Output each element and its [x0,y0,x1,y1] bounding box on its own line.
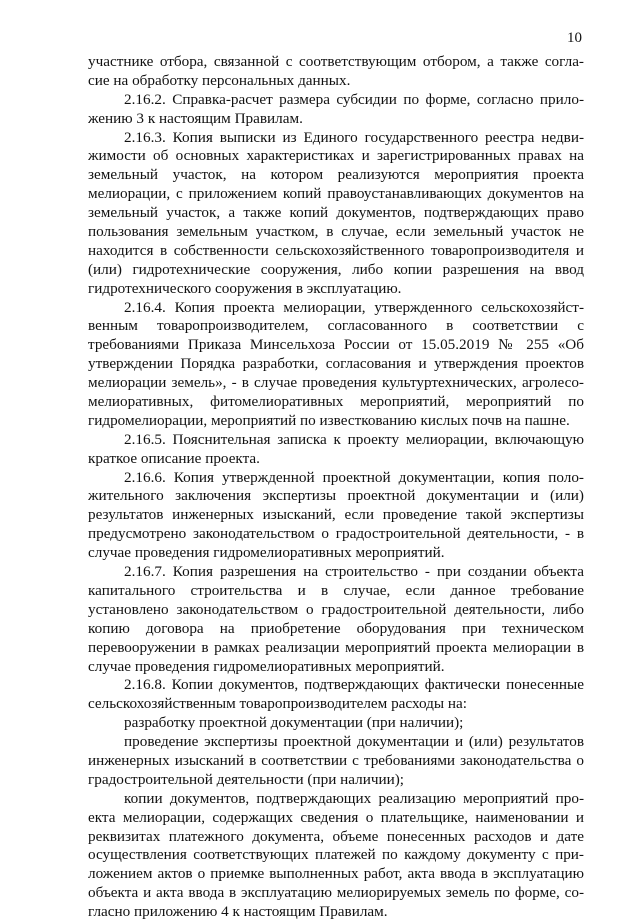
text-line: сие на обработку персональных данных. [88,71,351,89]
text-line: предусмотрено законодательством о градостроительной деятельности, - в [88,525,584,543]
text-line: установлено законодательством о градостроительной деятельности, либо [88,600,584,618]
text-line: пользования земельным участком, в случае, если земельный участок не [88,223,584,241]
text-line: гидромелиорации, мероприятий по известкованию кислых почв на пашне. [88,411,570,429]
text-line: жению 3 к настоящим Правилам. [88,109,303,127]
text-line: требованиями Приказа Минсельхоза России от 15.05.2019 № 255 «Об [88,336,584,354]
text-line: (или) гидротехнические сооружения, либо копии разрешения на ввод [88,260,584,278]
text-line: 2.16.8. Копии документов, подтверждающих фактически понесенные [124,676,584,694]
document-body [88,53,584,922]
text-line: жительного заключения экспертизы проектной документации и (или) [88,487,584,505]
text-line: екта мелиорации, содержащих сведения о плательщике, наименовании и [88,808,584,826]
text-line: краткое описание проекта. [88,449,260,467]
text-line: 2.16.5. Пояснительная записка к проекту мелиорации, включающую [124,430,584,448]
text-line: проведение экспертизы проектной документации и (или) результатов [124,733,584,751]
text-line: результатов инженерных изысканий, если проведение такой экспертизы [88,506,584,524]
text-line: разработку проектной документации (при наличии); [124,714,464,732]
text-line: реквизитах платежного документа, объеме понесенных расходов и дате [88,827,584,845]
text-line: объекта и акта ввода в эксплуатацию мелиорируемых земель по форме, со- [88,884,584,902]
text-line: сельскохозяйственным товаропроизводителем расходы на: [88,695,467,713]
text-line: копии документов, подтверждающих реализацию мероприятий про- [124,789,584,807]
text-line: перевооружении в рамках реализации мероприятий проекта мелиорации в [88,638,584,656]
text-line: 2.16.3. Копия выписки из Единого государственного реестра недви- [124,128,584,146]
text-line: находится в собственности сельскохозяйственного товаропроизводителя и [88,241,584,259]
text-line: земельный участок, а также копий документов, подтверждающих право [88,204,584,222]
text-line: утверждении Порядка разработки, согласования и утверждения проектов [88,355,584,373]
text-line: осуществления соответствующих платежей по каждому документу с при- [88,846,584,864]
page-number: 10 [567,30,582,46]
text-line: гидротехнического сооружения в эксплуатацию. [88,279,402,297]
text-line: 2.16.6. Копия утвержденной проектной документации, копия поло- [124,468,584,486]
text-line: случае проведения гидромелиоративных мероприятий. [88,544,445,562]
text-line: копию договора на приобретение оборудования при техническом [88,619,584,637]
text-line: инженерных изысканий в соответствии с требованиями законодательства о [88,751,584,769]
text-line: гласно приложению 4 к настоящим Правилам. [88,903,388,921]
text-line: капитального строительства и в случае, если данное требование [88,581,584,599]
text-line: 2.16.4. Копия проекта мелиорации, утвержденного сельскохозяйст- [124,298,584,316]
text-line: 2.16.2. Справка-расчет размера субсидии по форме, согласно прило- [124,90,584,108]
text-line: жимости об основных характеристиках и зарегистрированных правах на [88,147,584,165]
text-line: участнике отбора, связанной с соответствующим отбором, а также согла- [88,53,584,70]
text-line: ложением актов о приемке выполненных работ, акта ввода в эксплуатацию [88,865,584,883]
text-line: 2.16.7. Копия разрешения на строительство - при создании объекта [124,563,584,581]
text-line: земельный участок, на котором реализуются мероприятия проекта [88,166,584,184]
text-line: случае проведения гидромелиоративных мероприятий. [88,657,445,675]
text-line: градостроительной деятельности (при наличии); [88,770,404,788]
text-line: мелиоративных, фитомелиоративных мероприятий, мероприятий по [88,393,584,411]
text-line: мелиорации земель», - в случае проведения культуртехнических, агролесо- [88,374,584,392]
text-line: венным товаропроизводителем, согласованного в соответствии с [88,317,584,335]
text-line: мелиорации, с приложением копий правоустанавливающих документов на [88,185,584,203]
